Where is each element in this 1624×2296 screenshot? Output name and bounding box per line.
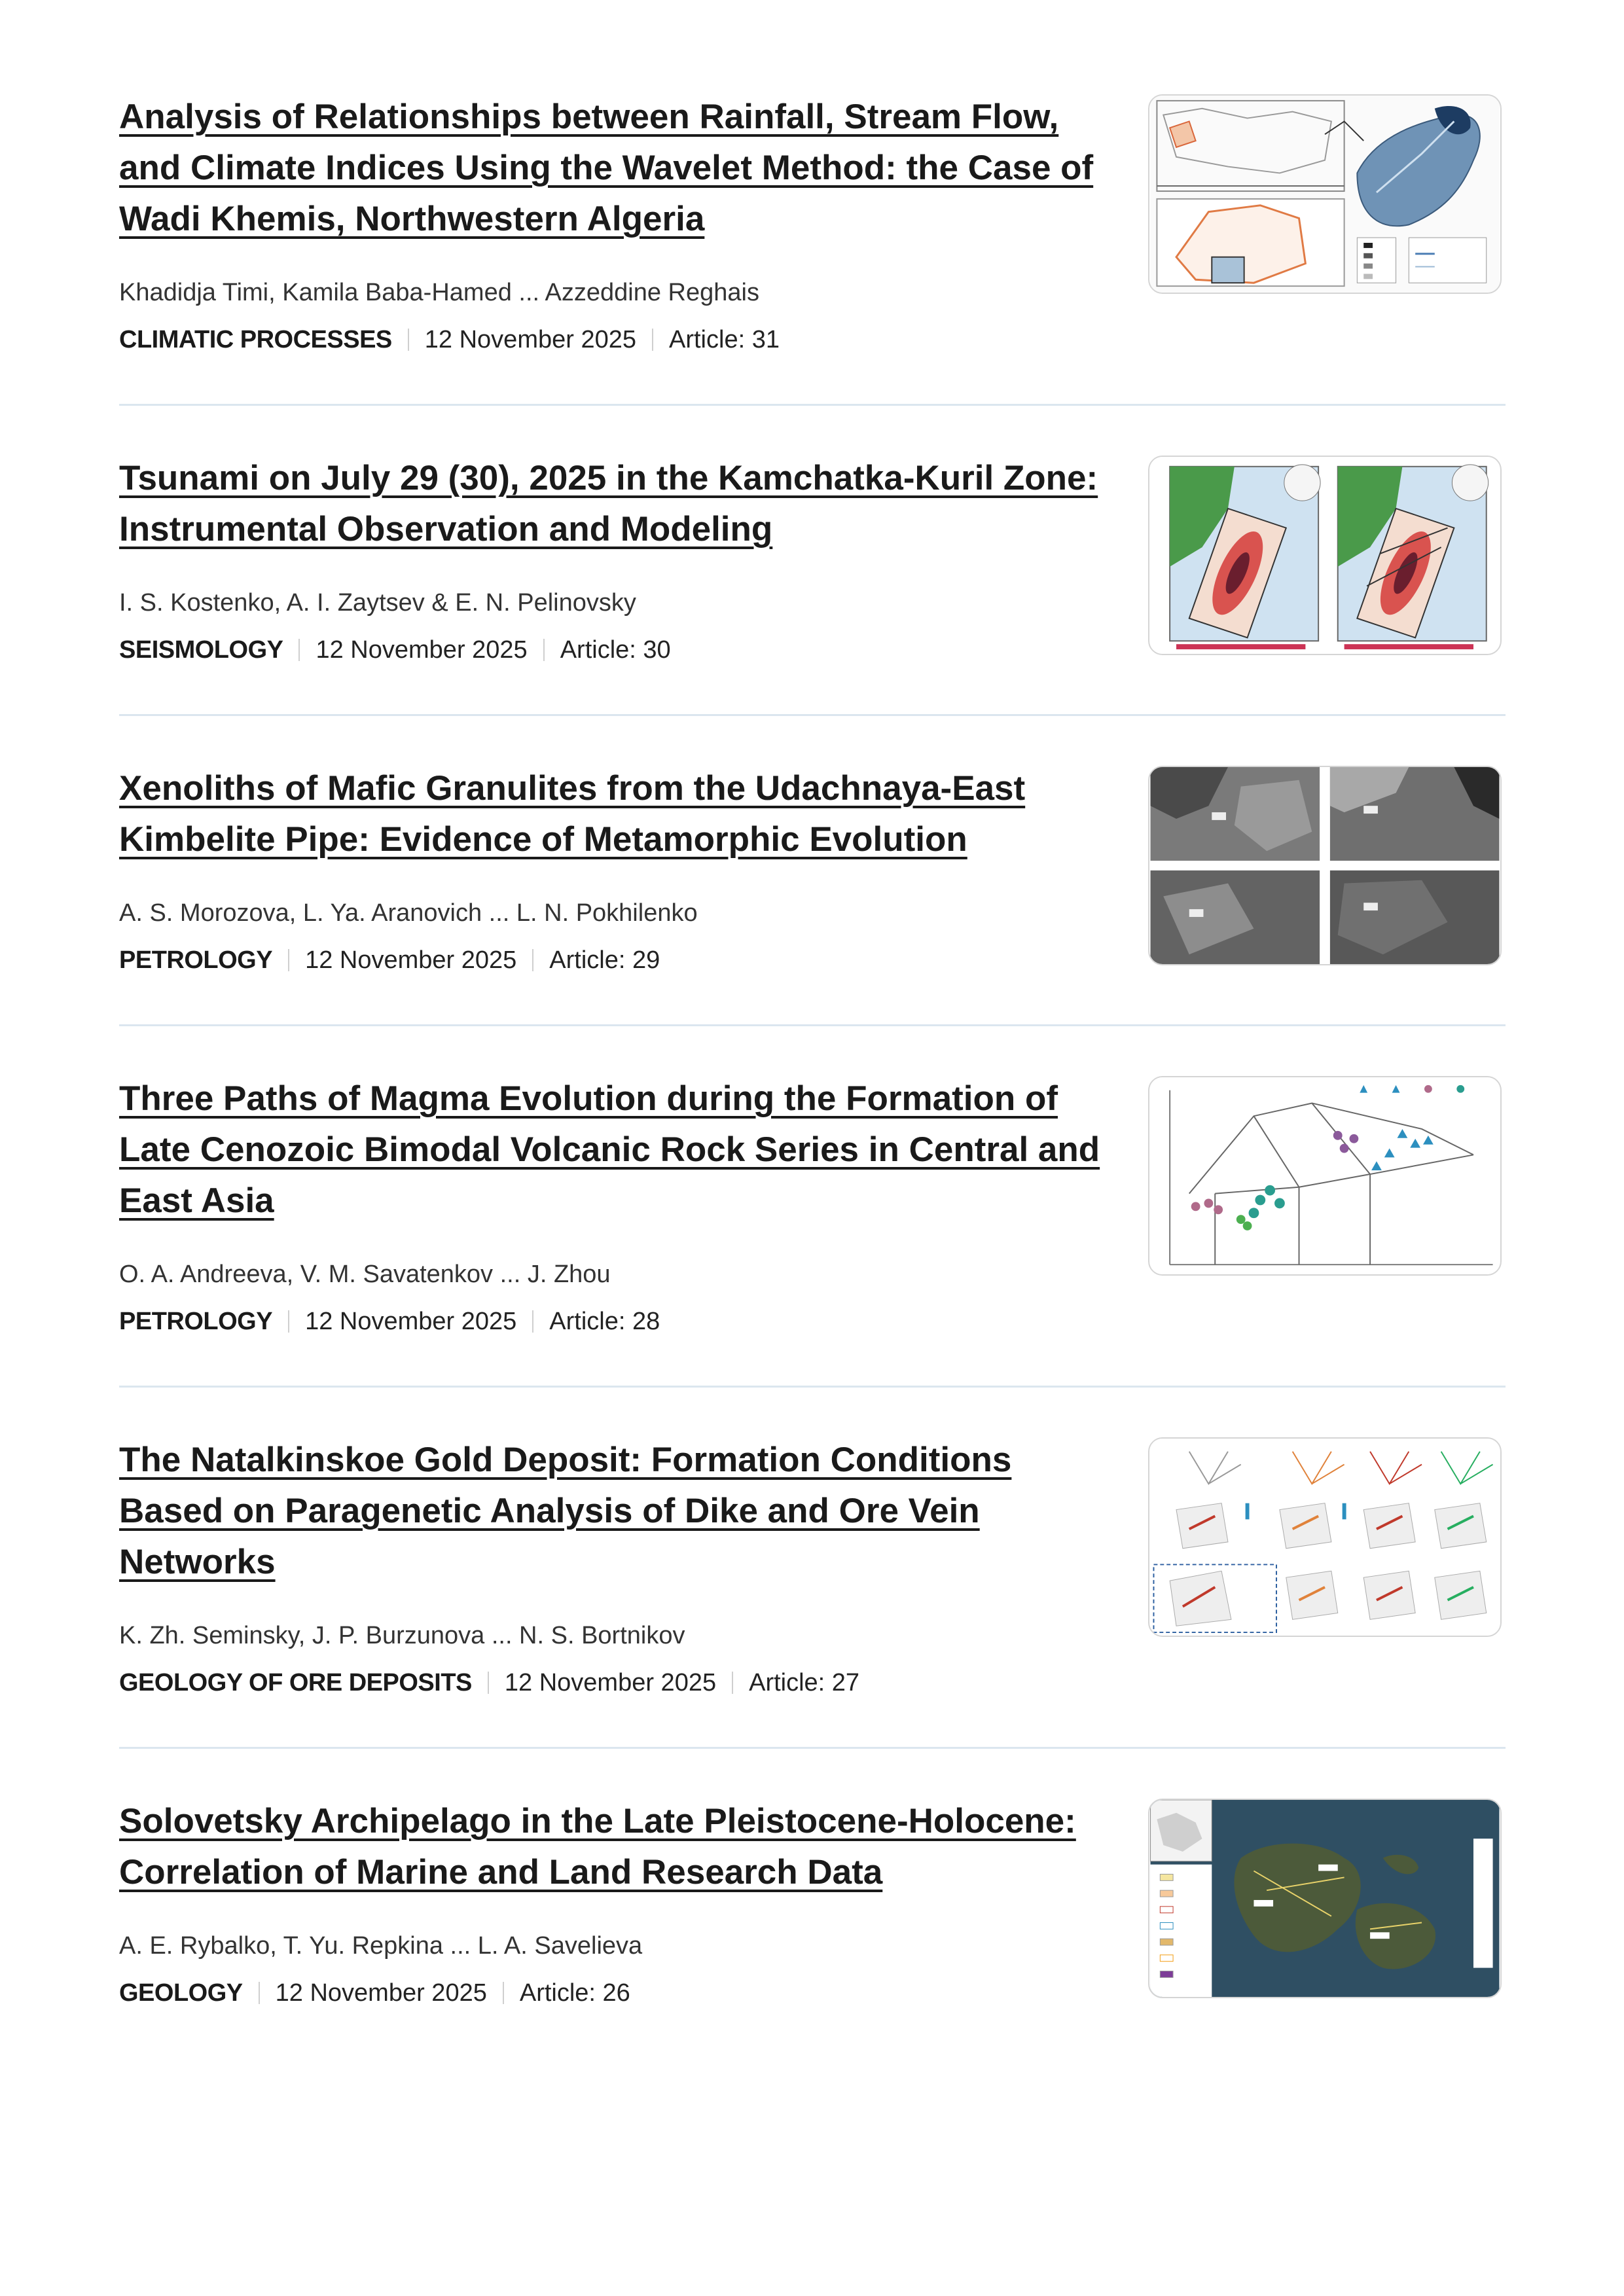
article-authors: O. A. Andreeva, V. M. Savatenkov ... J. Zhou: [119, 1261, 611, 1288]
article-title-link[interactable]: The Natalkinskoe Gold Deposit: Formation Conditions Based on Paragenetic Analysis of Dike and Ore Vein Networks: [119, 1441, 1012, 1581]
article-title-link[interactable]: Analysis of Relationships between Rainfall, Stream Flow, and Climate Indices Using the Wavelet Method: the Case of Wadi Khemis, Northwestern Algeria: [119, 98, 1094, 238]
article-thumbnail[interactable]: [1148, 1437, 1502, 1637]
subject-link[interactable]: PETROLOGY: [119, 1308, 273, 1335]
meta-separator: [543, 639, 545, 661]
meta-separator: [732, 1672, 733, 1694]
article-thumbnail[interactable]: [1148, 1799, 1502, 1998]
article-meta: [119, 1977, 630, 2009]
article-number: Article: 31: [669, 326, 780, 353]
subject-link[interactable]: GEOLOGY: [119, 1979, 243, 2007]
article-number: Article: 29: [549, 946, 660, 974]
article-authors: K. Zh. Seminsky, J. P. Burzunova ... N. S. Bortnikov: [119, 1622, 685, 1649]
article-thumbnail[interactable]: [1148, 94, 1502, 294]
article-thumbnail[interactable]: [1148, 456, 1502, 655]
article-meta: [119, 944, 660, 977]
article-number: Article: 28: [549, 1308, 660, 1335]
article-title-link[interactable]: Xenoliths of Mafic Granulites from the Udachnaya-East Kimbelite Pipe: Evidence of Metamorphic Evolution: [119, 769, 1026, 859]
article-authors: A. E. Rybalko, T. Yu. Repkina ... L. A. Savelieva: [119, 1932, 643, 1960]
meta-separator: [488, 1672, 489, 1694]
subject-link[interactable]: PETROLOGY: [119, 946, 273, 974]
meta-separator: [503, 1982, 504, 2004]
divider: [119, 1747, 1506, 1749]
archipelago-map-figure-image: [1149, 1800, 1500, 1997]
meta-separator: [288, 1310, 289, 1333]
article-meta: [119, 634, 671, 666]
meta-separator: [532, 949, 533, 971]
publish-date: 12 November 2025: [316, 636, 528, 664]
subject-link[interactable]: GEOLOGY OF ORE DEPOSITS: [119, 1669, 472, 1696]
publish-date: 12 November 2025: [504, 1669, 717, 1696]
stereonet-figure-image: [1149, 1439, 1500, 1636]
meta-separator: [532, 1310, 533, 1333]
divider: [119, 1386, 1506, 1388]
publish-date: 12 November 2025: [424, 326, 636, 353]
publish-date: 12 November 2025: [275, 1979, 487, 2007]
article-number: Article: 26: [519, 1979, 630, 2007]
meta-separator: [652, 329, 653, 351]
tsunami-map-figure-image: [1149, 457, 1500, 654]
article-meta: [119, 1666, 859, 1699]
meta-separator: [298, 639, 300, 661]
meta-separator: [259, 1982, 260, 2004]
divider: [119, 714, 1506, 716]
divider: [119, 404, 1506, 406]
divider: [119, 1024, 1506, 1026]
article-authors: A. S. Morozova, L. Ya. Aranovich ... L. N. Pokhilenko: [119, 899, 698, 927]
meta-separator: [408, 329, 409, 351]
publish-date: 12 November 2025: [305, 946, 517, 974]
article-authors: I. S. Kostenko, A. I. Zaytsev & E. N. Pelinovsky: [119, 589, 636, 617]
article-title-link[interactable]: Tsunami on July 29 (30), 2025 in the Kamchatka-Kuril Zone: Instrumental Observation and Modeling: [119, 459, 1098, 548]
subject-link[interactable]: SEISMOLOGY: [119, 636, 283, 664]
article-thumbnail[interactable]: [1148, 1076, 1502, 1276]
map-figure-image: [1149, 96, 1500, 293]
article-number: Article: 27: [749, 1669, 860, 1696]
meta-separator: [288, 949, 289, 971]
article-title-link[interactable]: Solovetsky Archipelago in the Late Pleistocene-Holocene: Correlation of Marine and Land Research Data: [119, 1802, 1076, 1892]
article-meta: [119, 1305, 660, 1338]
micrograph-figure-image: [1149, 767, 1500, 964]
article-authors: Khadidja Timi, Kamila Baba-Hamed ... Azzeddine Reghais: [119, 279, 759, 306]
article-number: Article: 30: [560, 636, 671, 664]
article-thumbnail[interactable]: [1148, 766, 1502, 965]
article-title-link[interactable]: Three Paths of Magma Evolution during the Formation of Late Cenozoic Bimodal Volcanic Rock Series in Central and East Asia: [119, 1079, 1100, 1220]
subject-link[interactable]: CLIMATIC PROCESSES: [119, 326, 392, 353]
publish-date: 12 November 2025: [305, 1308, 517, 1335]
article-meta: [119, 323, 780, 356]
diagram-figure-image: [1149, 1077, 1500, 1274]
